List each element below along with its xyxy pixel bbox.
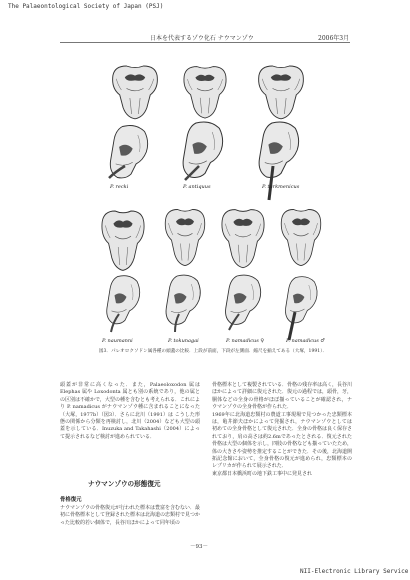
skull-side-p-tokunagai [166, 275, 200, 332]
skull-side-p-namadicus-male [285, 277, 317, 340]
skull-front-p-naumanni [102, 211, 144, 270]
label-p-namadicus-female: P. namadicus ♀ [226, 338, 265, 344]
paragraph-text: 1969年に北海道忠類村の農道工事現場で見つかった忠類標本は，亀井節夫ほかによって発掘され，ナウマンゾウとしては初めての全身骨格として復元された．全身の骨格は良く保存されており，肩の高さは約2.6mであったとされる．復元された骨格は大型の個体を示し，四肢の骨格なども揃っていたため，体の大きさや姿勢を推定することができた．その後，北海道開拓記念館において，全身骨格の復元が進められ，忠類標本のレプリカが作られて展示された． [212, 411, 353, 470]
figure-caption: 図3．パレオロクソドン属各種の頭蓋の比較．上段が前面，下段が左側面．縮尺を揃えてある（大塚，1991）． [98, 349, 328, 354]
running-title: 日本を代表するゾウ化石 ナウマンゾウ [150, 35, 254, 42]
skull-front-p-namadicus-female [222, 210, 264, 268]
skull-front-p-tokunagai [165, 210, 205, 266]
left-column-paragraph [60, 382, 200, 441]
label-p-recki: P. recki [110, 184, 129, 190]
skull-front-p-recki [113, 66, 158, 119]
skull-side-p-recki [109, 126, 148, 178]
skull-side-p-namadicus-female [226, 275, 261, 330]
header-rule [60, 42, 350, 43]
label-p-antiquus: P. antiquus [183, 184, 211, 190]
label-p-namadicus-male: P. namadicus ♂ [286, 338, 325, 344]
page-number: －93－ [190, 544, 208, 550]
label-p-turkmenicus: P. turkmenicus [262, 184, 300, 190]
paragraph-text: 頭蓋が非常に高くなった．また，Palaeoloxodon 属は Elephas 属や Loxodonta 属とも別の系統であり，他の属との区別は不確かで，大型の種を含むとも考えられる．これにより P. namadicus がナウマンゾウ種に含まれることになった（大塚，1977b）（図3）．さらに北川（1991）は こうした形態の関係から分類を再検討し，北川（2004）なども大型の頭蓋を示している．Inuzuka and Takahashi（2004）によって提示されるなど検討が進められている． [60, 382, 200, 440]
archive-footer: NII-Electronic Library Service [300, 568, 409, 575]
skull-front-p-antiquus [184, 67, 226, 118]
left-column-paragraph-2 [60, 505, 200, 527]
paragraph-text: 骨格標本として複製されている．骨格の残存率は高く，長谷川ほかによって詳細に復元された．復元の過程では，頭骨，牙，胴体などの全身の骨格がほぼ揃っていることが確認され，ナウマンゾウの全身骨格が作られた． [212, 382, 353, 411]
paragraph-text: ナウマンゾウの骨格復元が行われた標本は豊富を含むない．最初に骨格標本として登録された標本は北海道の忠類村で見つかった比較的若い個体で，長谷川ほかによって同年頃の [60, 505, 201, 526]
issue-date: 2006年3月 [318, 35, 350, 42]
skull-comparison-figure [85, 50, 325, 350]
skull-front-p-namadicus-male [281, 210, 321, 266]
society-header: The Palaeontological Society of Japan (PSJ) [8, 3, 164, 10]
label-p-naumanni: P. naumanni [102, 338, 133, 344]
section-heading: ナウマンゾウの形態復元 [88, 480, 161, 488]
paragraph-text: 東京都日本橋浜町の地下鉄工事中に発見され [212, 470, 313, 477]
subsection-heading: 骨格復元 [60, 497, 82, 503]
skull-front-p-turkmenicus [259, 66, 304, 119]
skull-side-p-naumanni [107, 276, 140, 332]
right-column [212, 382, 352, 478]
skull-side-p-antiquus [183, 122, 223, 180]
label-p-tokunagai: P. tokunagai [168, 338, 199, 344]
